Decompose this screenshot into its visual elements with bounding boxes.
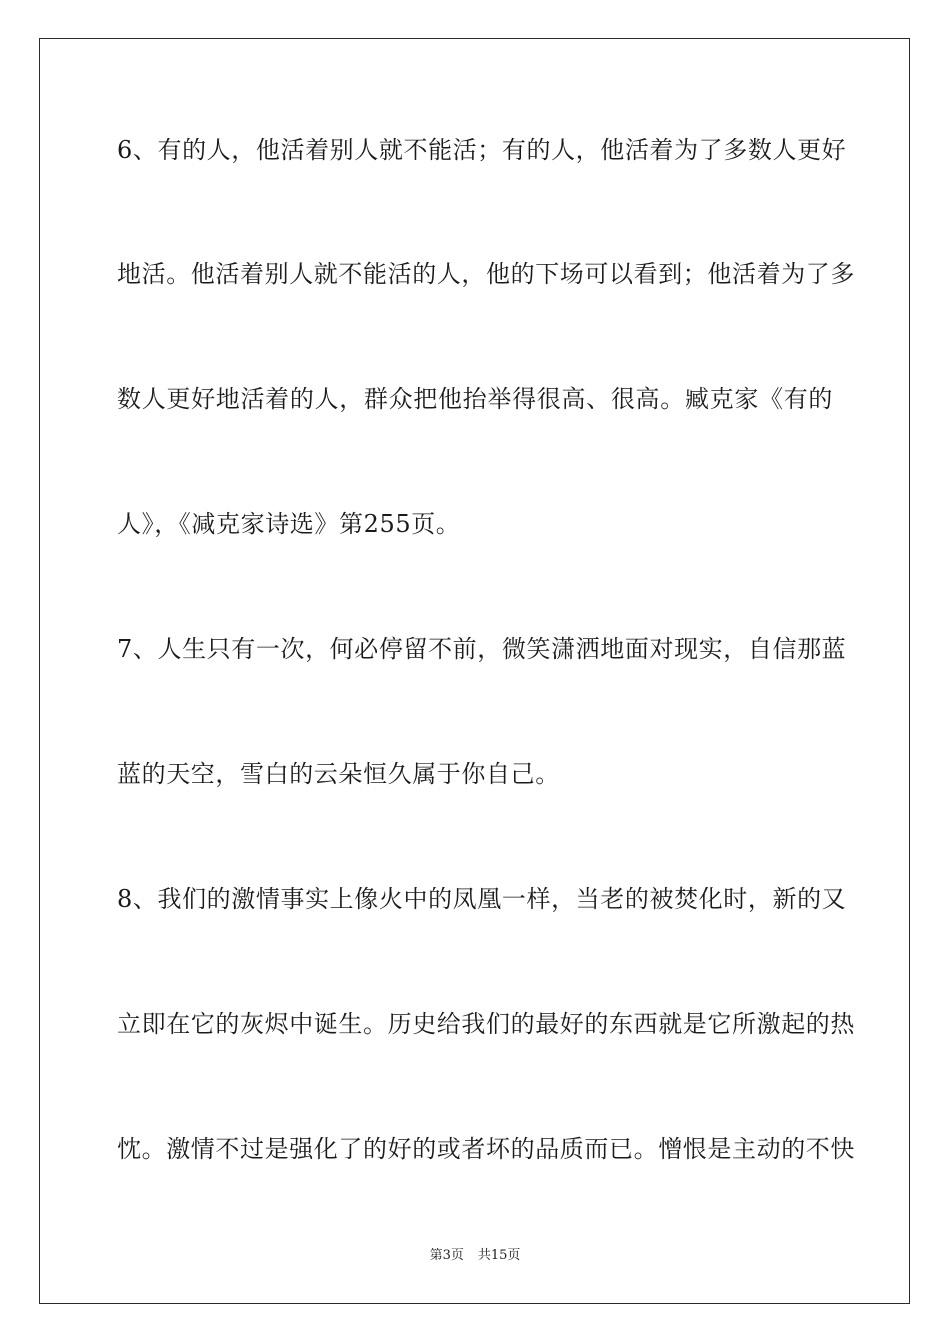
text-line: 6、有的人，他活着别人就不能活；有的人，他活着为了多数人更好 (117, 136, 847, 164)
text-line: 忱。激情不过是强化了的好的或者坏的品质而已。憎恨是主动的不快 (117, 1135, 855, 1163)
text-line: 蓝的天空，雪白的云朵恒久属于你自己。 (117, 760, 560, 788)
text-line: 地活。他活着别人就不能活的人，他的下场可以看到；他活着为了多 (117, 260, 855, 288)
text-line: 人》，《减克家诗选》第255页。 (117, 510, 461, 538)
page-footer (0, 1247, 950, 1265)
text-line: 数人更好地活着的人，群众把他抬举得很高、很高。臧克家《有的 (117, 385, 833, 413)
text-line: 立即在它的灰烬中诞生。历史给我们的最好的东西就是它所激起的热 (117, 1010, 855, 1038)
total-pages-label: 共15页 (477, 1248, 521, 1263)
page-border (39, 38, 910, 1304)
current-page-label: 第3页 (429, 1248, 464, 1263)
text-line: 7、人生只有一次，何必停留不前，微笑潇洒地面对现实，自信那蓝 (117, 635, 847, 663)
text-line: 8、我们的激情事实上像火中的凤凰一样，当老的被焚化时，新的又 (117, 885, 847, 913)
